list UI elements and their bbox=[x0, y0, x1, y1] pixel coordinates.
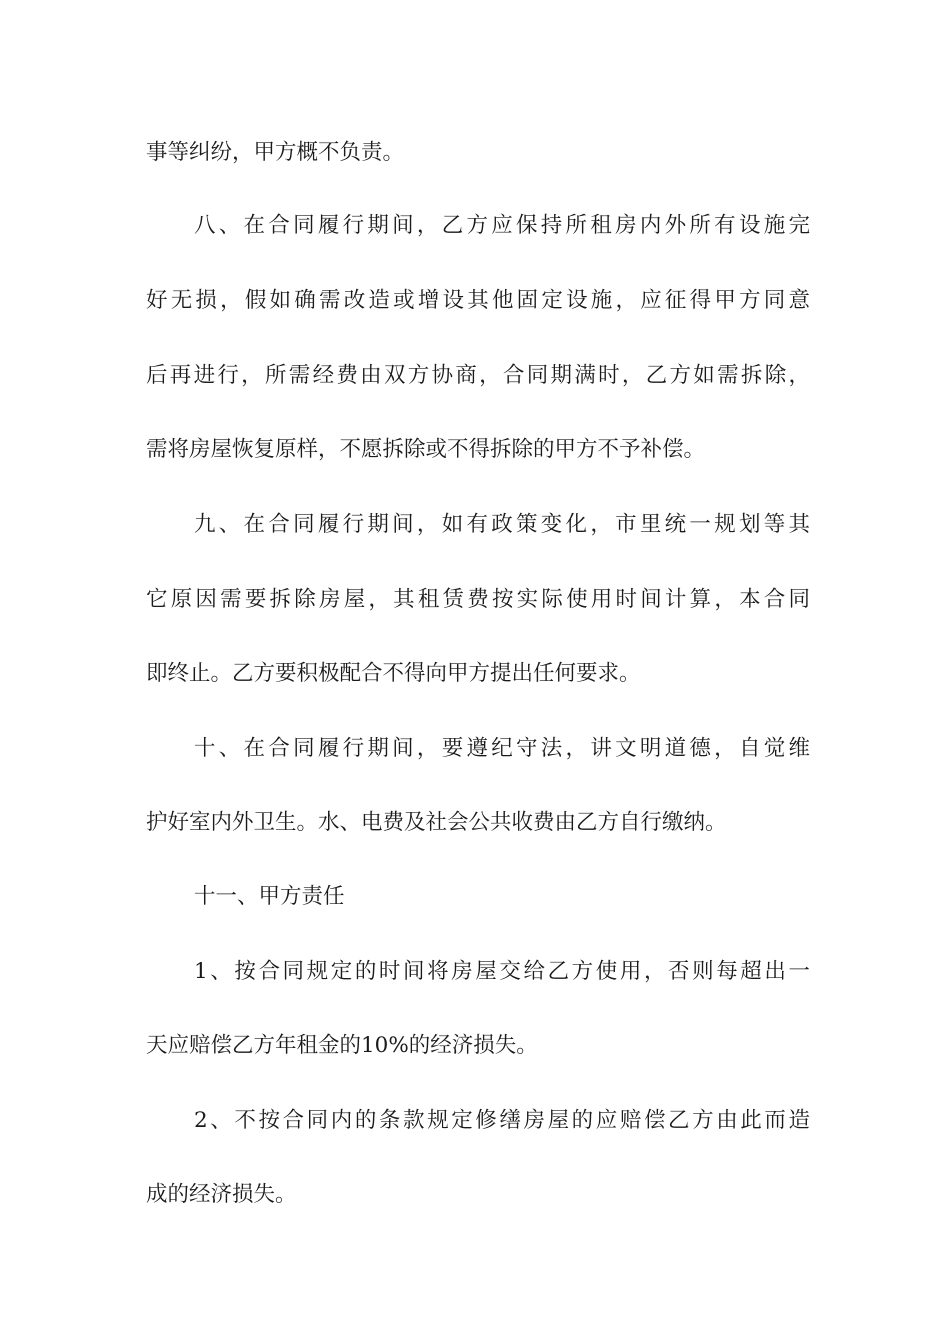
clause-9-line-1: 九、在合同履行期间，如有政策变化，市里统一规划等其 bbox=[194, 512, 810, 537]
item-1-line-1: 1、按合同规定的时间将房屋交给乙方使用，否则每超出一 bbox=[194, 959, 810, 984]
text-line-1: 事等纠纷，甲方概不负责。 bbox=[146, 140, 405, 165]
clause-9-line-2: 它原因需要拆除房屋，其租赁费按实际使用时间计算，本合同 bbox=[146, 587, 810, 612]
clause-8-line-2: 好无损，假如确需改造或增设其他固定设施，应征得甲方同意 bbox=[146, 288, 810, 313]
clause-9-line-3: 即终止。乙方要积极配合不得向甲方提出任何要求。 bbox=[146, 661, 641, 686]
clause-10-line-2: 护好室内外卫生。水、电费及社会公共收费由乙方自行缴纳。 bbox=[146, 810, 727, 835]
clause-11-heading: 十一、甲方责任 bbox=[194, 884, 345, 909]
clause-10-line-1: 十、在合同履行期间，要遵纪守法，讲文明道德，自觉维 bbox=[194, 736, 810, 761]
clause-8-line-3: 后再进行，所需经费由双方协商，合同期满时，乙方如需拆除， bbox=[146, 363, 810, 388]
item-1-line-2: 天应赔偿乙方年租金的10%的经济损失。 bbox=[146, 1033, 538, 1058]
item-2-line-1: 2、不按合同内的条款规定修缮房屋的应赔偿乙方由此而造 bbox=[194, 1108, 810, 1133]
clause-8-line-1: 八、在合同履行期间，乙方应保持所租房内外所有设施完 bbox=[194, 213, 810, 238]
clause-8-line-4: 需将房屋恢复原样，不愿拆除或不得拆除的甲方不予补偿。 bbox=[146, 437, 706, 462]
item-2-line-2: 成的经济损失。 bbox=[146, 1182, 297, 1207]
